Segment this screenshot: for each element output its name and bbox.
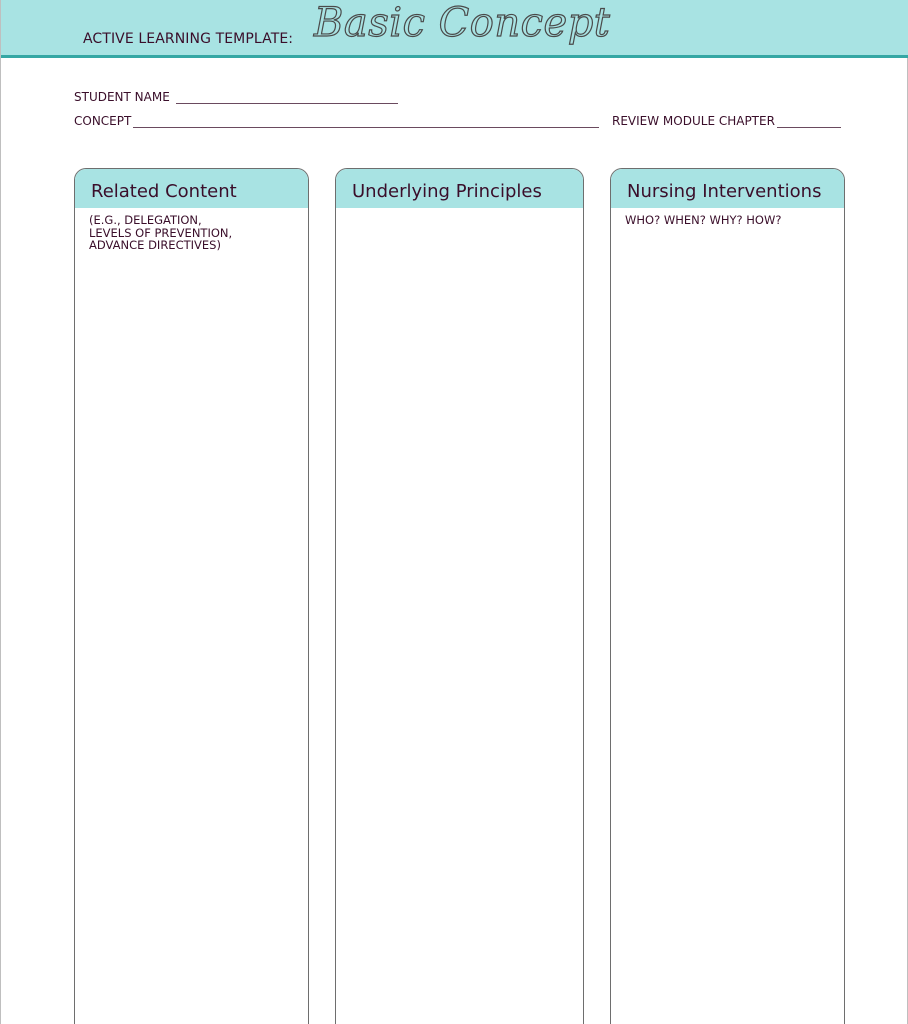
- header-banner: [1, 0, 908, 58]
- column-title: Related Content: [91, 181, 237, 202]
- review-module-input-line[interactable]: [777, 115, 841, 128]
- review-module-label: REVIEW MODULE CHAPTER: [612, 114, 775, 128]
- review-module-field: [612, 114, 841, 128]
- concept-field: [74, 114, 599, 128]
- template-title: Basic Concept: [314, 0, 611, 46]
- column-related-content[interactable]: [74, 168, 309, 1024]
- student-name-field: [74, 90, 398, 104]
- concept-input-line[interactable]: [133, 115, 599, 128]
- column-note: WHO? WHEN? WHY? HOW?: [625, 213, 782, 227]
- student-name-label: STUDENT NAME: [74, 90, 170, 104]
- column-note: (E.G., DELEGATION, LEVELS OF PREVENTION, ADVANCE DIRECTIVES): [89, 213, 233, 252]
- column-header: [75, 169, 308, 208]
- template-label: ACTIVE LEARNING TEMPLATE:: [83, 31, 294, 47]
- column-title: Nursing Interventions: [627, 181, 822, 202]
- student-name-input-line[interactable]: [176, 91, 398, 104]
- column-title: Underlying Principles: [352, 181, 542, 202]
- column-header: [336, 169, 583, 208]
- concept-label: CONCEPT: [74, 114, 132, 128]
- column-header: [611, 169, 844, 208]
- column-nursing-interventions[interactable]: [610, 168, 845, 1024]
- column-underlying-principles[interactable]: [335, 168, 584, 1024]
